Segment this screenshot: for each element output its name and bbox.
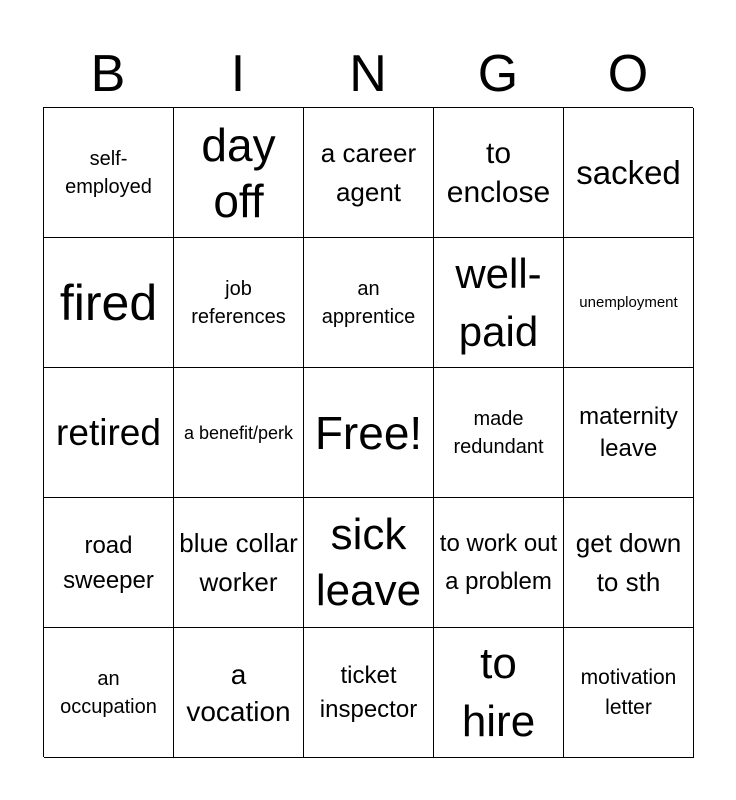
bingo-cell[interactable] <box>44 628 174 758</box>
cell-text: an apprentice <box>321 277 416 328</box>
header-letter-i: I <box>230 45 246 103</box>
bingo-cell[interactable] <box>174 238 304 368</box>
header-letter-g: G <box>477 45 519 103</box>
cell-text: made redundant <box>453 407 544 458</box>
cell-text: unemployment <box>579 294 678 311</box>
cell-text: job references <box>191 277 286 328</box>
cell-text: motivation letter <box>580 665 677 719</box>
cell-text: an occupation <box>60 667 157 718</box>
bingo-cell[interactable] <box>304 368 434 498</box>
bingo-cell[interactable] <box>304 108 434 238</box>
bingo-cell[interactable] <box>564 238 694 368</box>
bingo-cell[interactable] <box>304 498 434 628</box>
bingo-cell[interactable] <box>434 108 564 238</box>
cell-text: road sweeper <box>63 531 154 594</box>
cell-text: to work out a problem <box>439 529 558 595</box>
bingo-cell[interactable] <box>44 498 174 628</box>
bingo-cell[interactable] <box>174 368 304 498</box>
bingo-cell[interactable] <box>174 498 304 628</box>
bingo-cell[interactable] <box>174 108 304 238</box>
cell-text: to enclose <box>446 136 551 209</box>
bingo-cell[interactable] <box>44 238 174 368</box>
cell-text: self-employed <box>65 147 152 198</box>
cell-text: to hire <box>461 638 536 746</box>
bingo-cell[interactable] <box>434 498 564 628</box>
cell-text: a career agent <box>320 137 417 207</box>
bingo-cell[interactable] <box>564 368 694 498</box>
bingo-cell[interactable] <box>44 108 174 238</box>
cell-text: day off <box>201 118 276 227</box>
bingo-cell[interactable] <box>564 628 694 758</box>
bingo-cell[interactable] <box>564 498 694 628</box>
bingo-header <box>43 40 693 108</box>
cell-text: get down to sth <box>575 527 682 597</box>
cell-text: a benefit/perk <box>183 422 294 443</box>
bingo-cell[interactable] <box>304 628 434 758</box>
cell-text: retired <box>56 411 161 453</box>
cell-text: maternity leave <box>579 402 678 462</box>
header-letter-o: O <box>607 45 649 103</box>
cell-text: ticket inspector <box>319 661 418 723</box>
cell-text: a vocation <box>186 658 291 727</box>
bingo-cell[interactable] <box>304 238 434 368</box>
cell-text: fired <box>59 274 158 331</box>
cell-text: sacked <box>576 153 681 191</box>
header-letter-b: B <box>90 45 126 103</box>
cell-text: sick leave <box>315 509 422 615</box>
header-letter-n: N <box>349 45 387 103</box>
cell-text: well-paid <box>455 249 542 355</box>
bingo-cell[interactable] <box>564 108 694 238</box>
free-space-label: Free! <box>314 406 423 459</box>
bingo-cell[interactable] <box>44 368 174 498</box>
bingo-cell[interactable] <box>434 238 564 368</box>
bingo-cell[interactable] <box>434 628 564 758</box>
bingo-cell[interactable] <box>434 368 564 498</box>
cell-text: blue collar worker <box>179 527 298 597</box>
bingo-card-grid <box>43 107 693 757</box>
bingo-cell[interactable] <box>174 628 304 758</box>
